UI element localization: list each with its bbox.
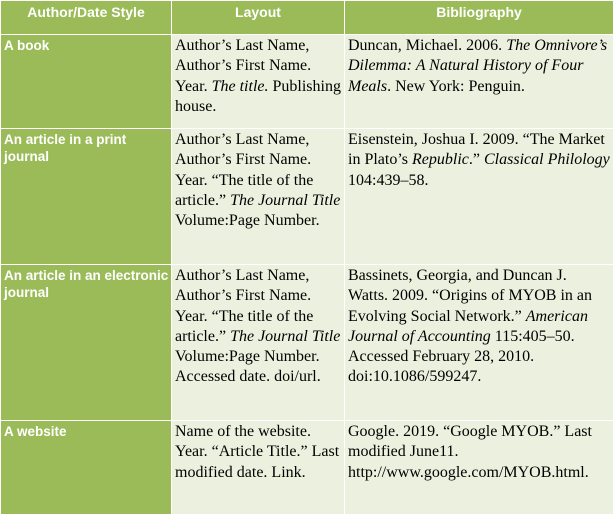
text-run: Author’s Last Name, Author’s First Name. Year. “The title of the article.”	[175, 267, 314, 345]
text-run: Eisenstein, Joshua I. 2009. “The Market in Plato’s	[348, 131, 605, 169]
table-row	[1, 265, 614, 421]
header-author-date-style: Author/Date Style	[1, 1, 172, 35]
bibliography-cell	[345, 129, 614, 265]
italic-text-run: The Journal Title	[230, 191, 341, 209]
bibliography-cell	[345, 35, 614, 129]
table-row	[1, 129, 614, 265]
text-run: Author’s Last Name, Author’s First Name. Year. “The title of the article.”	[175, 131, 314, 209]
text-run: 104:439–58.	[348, 171, 429, 189]
text-run: Publishing house.	[175, 77, 341, 115]
text-run: .”	[468, 151, 484, 169]
layout-cell	[172, 265, 345, 421]
text-run: Bassinets, Georgia, and Duncan J. Watts. 2009. “Origins of MYOB in an Evolving Social Network.”	[348, 267, 593, 325]
bibliography-cell	[345, 265, 614, 421]
table-row	[1, 421, 614, 515]
header-bibliography: Bibliography	[345, 1, 614, 35]
italic-text-run: The title.	[211, 77, 269, 95]
text-run: 115:405–50. Accessed February 28, 2010. doi:10.1086/599247.	[348, 327, 575, 386]
layout-cell	[172, 129, 345, 265]
header-layout: Layout	[172, 1, 345, 35]
italic-text-run: The Journal Title	[230, 327, 341, 345]
text-run: Duncan, Michael. 2006.	[348, 37, 507, 54]
style-cell: An article in a print journal	[1, 129, 172, 265]
text-run: Volume:Page Number. Accessed date. doi/url.	[175, 348, 321, 386]
bibliography-cell	[345, 421, 614, 515]
italic-text-run: Republic	[412, 151, 469, 169]
header-row	[1, 1, 614, 35]
text-run: Name of the website. Year. “Article Title.” Last modified date. Link.	[175, 423, 340, 481]
italic-text-run: The Omnivore’s Dilemma: A Natural History of Four Meals	[348, 37, 608, 95]
layout-cell	[172, 35, 345, 129]
style-cell: An article in an electronic journal	[1, 265, 172, 421]
text-run: . New York: Penguin.	[387, 77, 525, 95]
italic-text-run: American Journal of Accounting	[348, 307, 588, 345]
text-run: Google. 2019. “Google MYOB.” Last modified June11. http://www.google.com/MYOB.html.	[348, 423, 592, 481]
italic-text-run: Classical Philology	[484, 151, 610, 169]
style-cell: A book	[1, 35, 172, 129]
style-cell: A website	[1, 421, 172, 515]
layout-cell	[172, 421, 345, 515]
text-run: Volume:Page Number.	[175, 212, 320, 230]
text-run: Author’s Last Name, Author’s First Name. Year.	[175, 37, 312, 95]
table-row	[1, 35, 614, 129]
